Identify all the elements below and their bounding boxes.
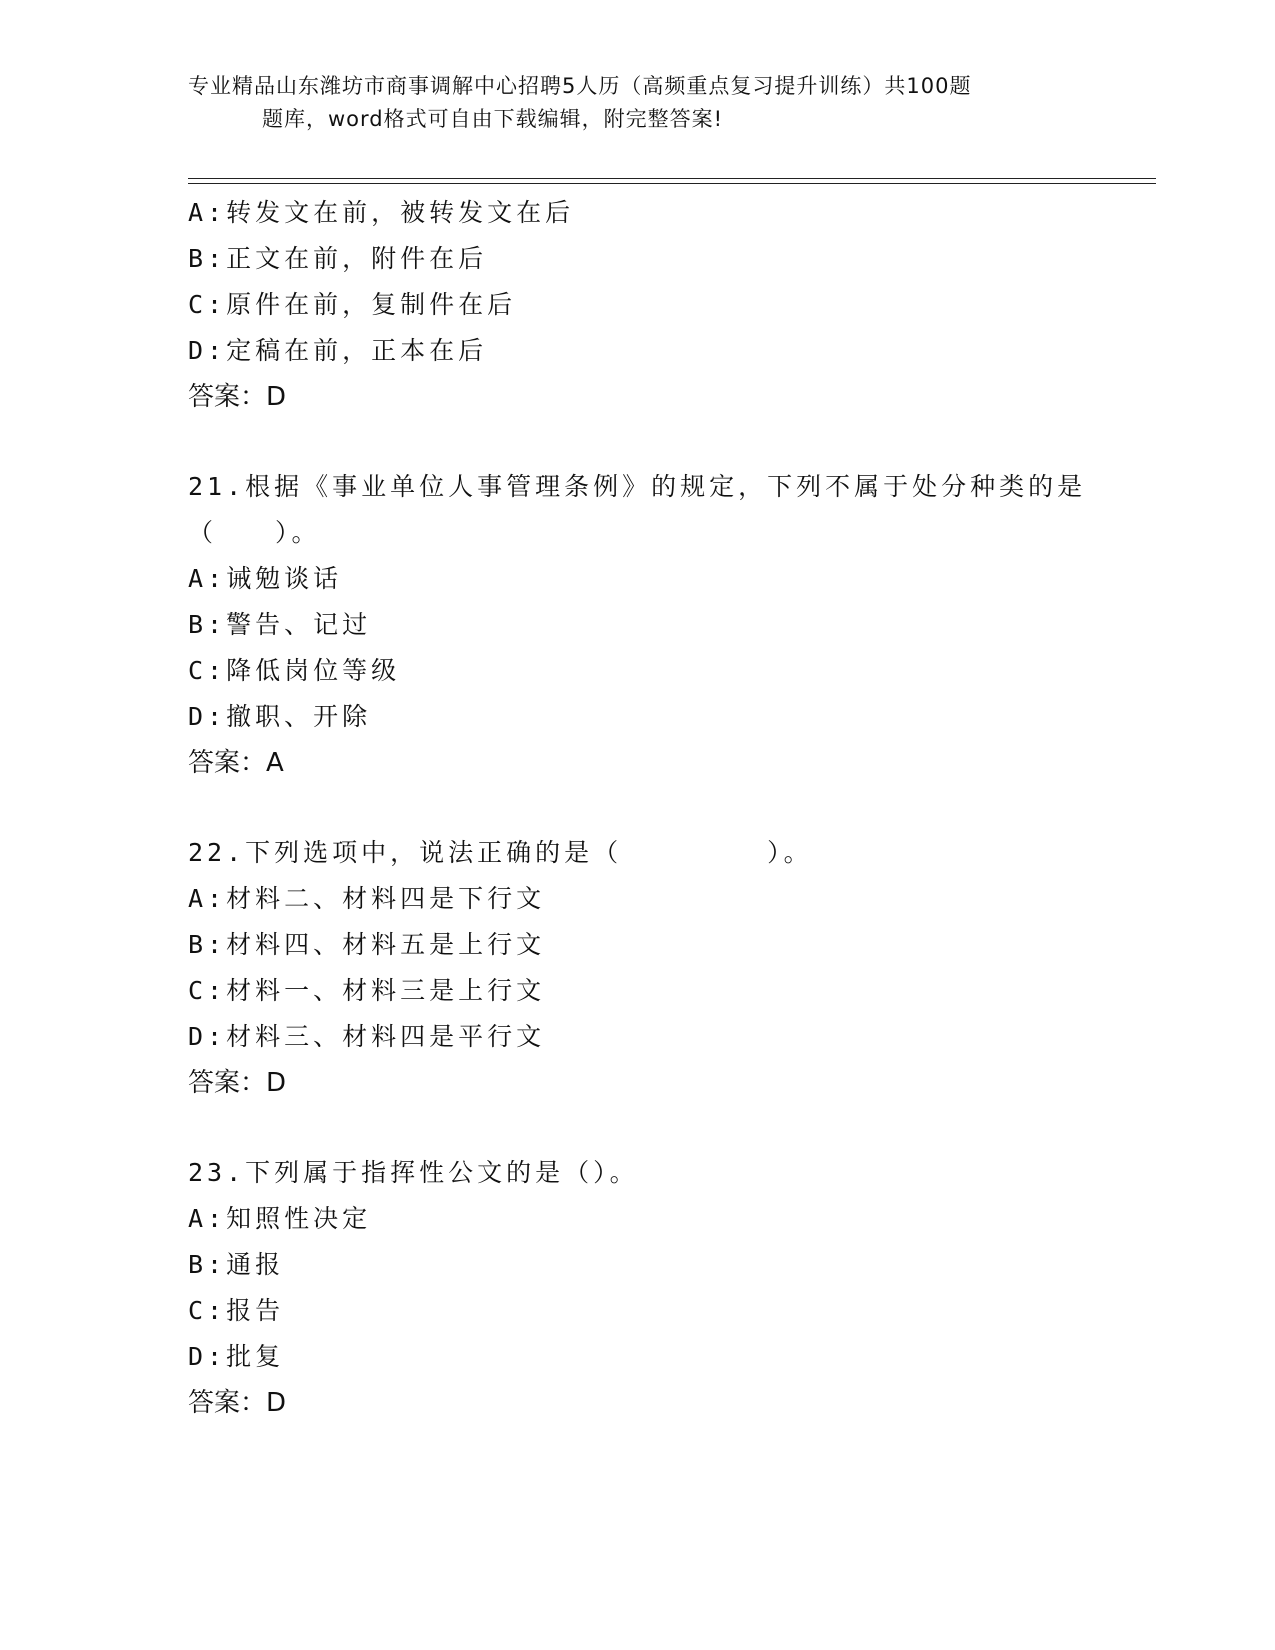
option-d: D:批复: [188, 1342, 285, 1371]
option-a: A:材料二、材料四是下行文: [188, 884, 546, 913]
option-c: C:报告: [188, 1296, 285, 1325]
question-block-22: [188, 830, 1088, 1106]
question-block-prev: [188, 190, 1088, 420]
answer-line: 答案：D: [188, 1388, 287, 1418]
option-a: A:知照性决定: [188, 1204, 372, 1233]
option-c: C:降低岗位等级: [188, 656, 401, 685]
question-block-21: [188, 464, 1088, 786]
answer-line: 答案：D: [188, 382, 287, 412]
option-b: B:正文在前，附件在后: [188, 244, 488, 273]
option-c: C:材料一、材料三是上行文: [188, 976, 546, 1005]
option-d: D:材料三、材料四是平行文: [188, 1022, 546, 1051]
question-block-23: [188, 1150, 1088, 1426]
question-stem: [188, 830, 1088, 876]
document-header: [188, 70, 1088, 136]
answer-line: 答案：A: [188, 748, 284, 778]
option-d: D:定稿在前，正本在后: [188, 336, 488, 365]
question-stem: [188, 1150, 1088, 1196]
option-c: C:原件在前，复制件在后: [188, 290, 517, 319]
question-list: [188, 190, 1088, 1426]
option-b: B:警告、记过: [188, 610, 372, 639]
question-stem: [188, 464, 1088, 556]
header-title-line-2: 题库，word格式可自由下载编辑，附完整答案!: [262, 107, 724, 131]
question-stem-line: 21.根据《事业单位人事管理条例》的规定，下列不属于处分种类的是: [188, 472, 1087, 501]
answer-line: 答案：D: [188, 1068, 287, 1098]
question-stem-line: （ ）。: [188, 518, 321, 547]
option-a: A:转发文在前，被转发文在后: [188, 198, 575, 227]
option-a: A:诫勉谈话: [188, 564, 343, 593]
question-stem-line: 22.下列选项中，说法正确的是（ ）。: [188, 838, 813, 867]
header-divider-top: [188, 178, 1156, 179]
option-b: B:材料四、材料五是上行文: [188, 930, 546, 959]
header-title-line-1: 专业精品山东潍坊市商事调解中心招聘5人历（高频重点复习提升训练）共100题: [188, 74, 972, 98]
header-divider-bottom: [188, 183, 1156, 184]
option-b: B:通报: [188, 1250, 285, 1279]
option-d: D:撤职、开除: [188, 702, 372, 731]
question-stem-line: 23.下列属于指挥性公文的是（）。: [188, 1158, 639, 1187]
